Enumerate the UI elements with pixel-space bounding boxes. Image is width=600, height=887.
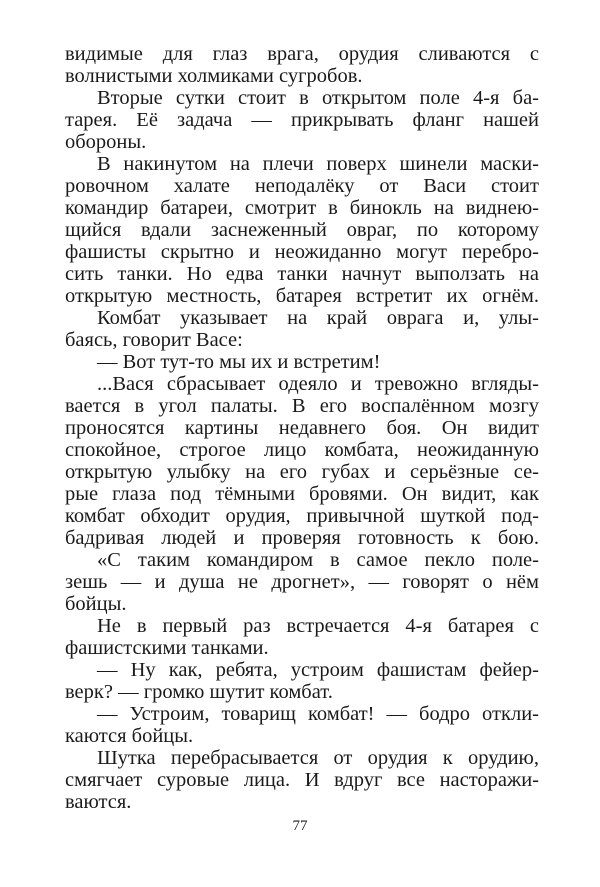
text-line: фашисты скрытно и неожиданно могут перебро- — [65, 241, 539, 263]
text-line: сить танки. Но едва танки начнут выползать на — [65, 263, 539, 285]
text-line: В накинутом на плечи поверх шинели маски- — [97, 153, 539, 175]
text-line: спокойное, строгое лицо комбата, неожиданную — [65, 439, 539, 461]
text-line: тарея. Её задача — прикрывать фланг нашей — [65, 109, 539, 131]
text-line: — Вот тут-то мы их и встретим! — [97, 351, 381, 373]
text-line: проносятся картины недавнего боя. Он видит — [65, 417, 539, 439]
text-line: рые глаза под тёмными бровями. Он видит, как — [65, 483, 539, 505]
page-number: 77 — [292, 818, 308, 834]
text-line: бойцы. — [65, 593, 127, 615]
text-line: открытую улыбку на его губах и серьёзные се- — [65, 461, 539, 483]
text-line: Комбат указывает на край оврага и, улы- — [97, 307, 539, 329]
text-line: щийся вдали заснеженный овраг, по которому — [65, 219, 539, 241]
text-line: обороны. — [65, 131, 147, 153]
text-line: баясь, говорит Васе: — [65, 329, 243, 351]
text-line: бадривая людей и проверяя готовность к бою. — [65, 527, 539, 549]
text-line: «С таким командиром в самое пекло поле- — [97, 549, 539, 571]
text-line: фашистскими танками. — [65, 637, 269, 659]
text-line: командир батареи, смотрит в бинокль на виднею- — [65, 197, 539, 219]
text-line: комбат обходит орудия, привычной шуткой под- — [65, 505, 539, 527]
text-line: Не в первый раз встречается 4-я батарея с — [97, 615, 539, 637]
text-line: — Устроим, товарищ комбат! — бодро откли- — [97, 703, 539, 725]
text-line: — Ну как, ребята, устроим фашистам фейер- — [97, 659, 539, 681]
text-line: Вторые сутки стоит в открытом поле 4-я ба- — [97, 87, 539, 109]
text-line: смягчает суровые лица. И вдруг все насторажи- — [65, 769, 539, 791]
body-text — [65, 43, 539, 813]
text-line: верк? — громко шутит комбат. — [65, 681, 333, 703]
text-line: Шутка перебрасывается от орудия к орудию, — [97, 747, 539, 769]
text-line: вается в угол палаты. В его воспалённом мозгу — [65, 395, 539, 417]
text-line: видимые для глаз врага, орудия сливаются с — [65, 43, 539, 65]
text-line: зешь — и душа не дрогнет», — говорят о нём — [65, 571, 539, 593]
text-line: ...Вася сбрасывает одеяло и тревожно вгляды- — [97, 373, 539, 395]
text-line: ровочном халате неподалёку от Васи стоит — [65, 175, 539, 197]
text-line: ваются. — [65, 791, 132, 813]
text-line: каются бойцы. — [65, 725, 194, 747]
text-line: открытую местность, батарея встретит их огнём. — [65, 285, 539, 307]
text-line: волнистыми холмиками сугробов. — [65, 65, 363, 87]
